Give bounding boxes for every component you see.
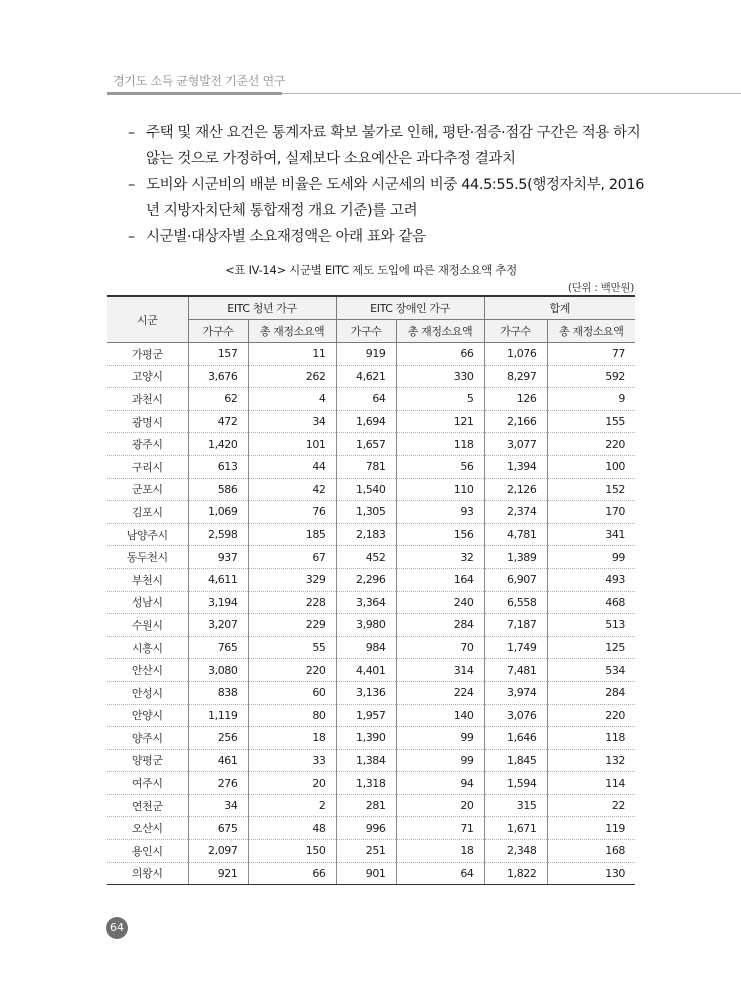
cell-region-name: 양평군 [107,749,188,772]
cell-total-cost: 114 [547,772,635,795]
cell-disabled-cost: 330 [396,365,484,388]
table-row [107,523,635,546]
cell-disabled-cost: 110 [396,478,484,501]
cell-region-name: 광명시 [107,410,188,433]
table-row [107,840,635,863]
cell-total-households: 2,166 [484,410,547,433]
bullet-text: 시군별·대상자별 소요재정액은 아래 표와 같음 [146,229,426,245]
bullet-item [128,224,648,250]
cell-total-households: 1,594 [484,772,547,795]
cell-disabled-households: 2,183 [336,523,396,546]
cell-youth-cost: 60 [248,681,336,704]
cell-region-name: 안산시 [107,659,188,682]
cell-disabled-cost: 99 [396,749,484,772]
cell-disabled-cost: 284 [396,614,484,637]
col-header-total-cost: 총 재정소요액 [396,320,484,343]
cell-region-name: 부천시 [107,568,188,591]
cell-total-cost: 168 [547,840,635,863]
cell-disabled-households: 781 [336,455,396,478]
col-header-total-cost: 총 재정소요액 [547,320,635,343]
cell-youth-households: 1,119 [188,704,248,727]
cell-youth-households: 937 [188,546,248,569]
cell-disabled-cost: 18 [396,840,484,863]
cell-total-households: 4,781 [484,523,547,546]
cell-disabled-households: 1,657 [336,433,396,456]
cell-region-name: 여주시 [107,772,188,795]
bullet-text: 도비와 시군비의 배분 비율은 도세와 시군세의 비중 44.5:55.5(행정자치부, 2016년 지방자치단체 통합재정 개요 기준)를 고려 [146,177,645,219]
cell-total-cost: 118 [547,727,635,750]
cell-total-cost: 220 [547,433,635,456]
cell-youth-cost: 76 [248,501,336,524]
cell-disabled-households: 281 [336,794,396,817]
cell-youth-cost: 4 [248,388,336,411]
bullet-item [128,172,648,224]
cell-region-name: 시흥시 [107,636,188,659]
cell-total-households: 7,481 [484,659,547,682]
cell-youth-households: 675 [188,817,248,840]
cell-disabled-households: 996 [336,817,396,840]
cell-youth-households: 613 [188,455,248,478]
cell-disabled-households: 919 [336,343,396,366]
cell-total-cost: 513 [547,614,635,637]
cell-region-name: 안양시 [107,704,188,727]
cell-youth-households: 586 [188,478,248,501]
cell-youth-households: 472 [188,410,248,433]
cell-youth-cost: 67 [248,546,336,569]
cell-total-households: 6,558 [484,591,547,614]
col-group-youth: EITC 청년 가구 [188,296,336,320]
cell-total-cost: 155 [547,410,635,433]
cell-total-households: 1,822 [484,862,547,885]
cell-disabled-households: 1,318 [336,772,396,795]
cell-youth-households: 34 [188,794,248,817]
col-header-households: 가구수 [336,320,396,343]
cell-disabled-cost: 56 [396,455,484,478]
cell-disabled-cost: 94 [396,772,484,795]
cell-total-households: 3,974 [484,681,547,704]
cell-region-name: 안성시 [107,681,188,704]
cell-total-cost: 22 [547,794,635,817]
cell-disabled-cost: 71 [396,817,484,840]
table-row [107,568,635,591]
cell-disabled-cost: 118 [396,433,484,456]
cell-region-name: 광주시 [107,433,188,456]
cell-total-cost: 341 [547,523,635,546]
table-row [107,455,635,478]
cell-disabled-households: 251 [336,840,396,863]
cell-region-name: 동두천시 [107,546,188,569]
col-group-total: 합계 [484,296,635,320]
cell-youth-cost: 55 [248,636,336,659]
cell-disabled-cost: 99 [396,727,484,750]
cell-disabled-households: 3,136 [336,681,396,704]
cell-disabled-households: 4,401 [336,659,396,682]
data-table [107,295,635,885]
cell-total-cost: 100 [547,455,635,478]
cell-total-cost: 152 [547,478,635,501]
cell-region-name: 가평군 [107,343,188,366]
cell-total-households: 1,076 [484,343,547,366]
cell-disabled-households: 1,384 [336,749,396,772]
cell-youth-households: 4,611 [188,568,248,591]
cell-youth-households: 62 [188,388,248,411]
cell-total-households: 2,374 [484,501,547,524]
cell-youth-households: 3,207 [188,614,248,637]
cell-disabled-cost: 240 [396,591,484,614]
cell-youth-cost: 229 [248,614,336,637]
cell-disabled-cost: 66 [396,343,484,366]
cell-disabled-cost: 156 [396,523,484,546]
cell-youth-cost: 2 [248,794,336,817]
dash-marker: – [128,229,135,245]
cell-disabled-households: 4,621 [336,365,396,388]
cell-youth-cost: 20 [248,772,336,795]
cell-total-households: 7,187 [484,614,547,637]
cell-total-households: 8,297 [484,365,547,388]
cell-region-name: 군포시 [107,478,188,501]
cell-disabled-households: 984 [336,636,396,659]
cell-total-cost: 493 [547,568,635,591]
page-number: 64 [106,917,128,939]
cell-youth-cost: 262 [248,365,336,388]
cell-youth-households: 3,080 [188,659,248,682]
cell-youth-cost: 42 [248,478,336,501]
cell-youth-cost: 44 [248,455,336,478]
cell-region-name: 구리시 [107,455,188,478]
cell-total-households: 3,076 [484,704,547,727]
cell-disabled-cost: 121 [396,410,484,433]
col-header-households: 가구수 [484,320,547,343]
cell-total-cost: 130 [547,862,635,885]
table-row [107,410,635,433]
bullet-text: 주택 및 재산 요건은 통계자료 확보 불가로 인해, 평탄·점증·점감 구간은 적용 하지 않는 것으로 가정하여, 실제보다 소요예산은 과다추정 결과치 [146,125,641,167]
cell-youth-households: 1,420 [188,433,248,456]
col-header-households: 가구수 [188,320,248,343]
cell-youth-cost: 33 [248,749,336,772]
cell-total-cost: 220 [547,704,635,727]
table-row [107,546,635,569]
cell-total-cost: 170 [547,501,635,524]
running-head: 경기도 소득 균형발전 기준선 연구 [113,74,286,88]
header-row-groups [107,296,635,320]
table-row [107,659,635,682]
cell-disabled-cost: 93 [396,501,484,524]
table-row [107,772,635,795]
cell-total-households: 1,646 [484,727,547,750]
cell-total-cost: 119 [547,817,635,840]
cell-youth-households: 2,598 [188,523,248,546]
cell-region-name: 과천시 [107,388,188,411]
table-row [107,794,635,817]
table-row [107,433,635,456]
cell-region-name: 수원시 [107,614,188,637]
cell-disabled-cost: 314 [396,659,484,682]
cell-disabled-cost: 140 [396,704,484,727]
cell-disabled-households: 3,980 [336,614,396,637]
table-row [107,862,635,885]
cell-region-name: 용인시 [107,840,188,863]
dash-marker: – [128,177,135,193]
cell-region-name: 의왕시 [107,862,188,885]
table-row [107,636,635,659]
cell-youth-cost: 150 [248,840,336,863]
cell-region-name: 고양시 [107,365,188,388]
cell-youth-households: 256 [188,727,248,750]
cell-disabled-cost: 32 [396,546,484,569]
table-row [107,501,635,524]
cell-disabled-cost: 164 [396,568,484,591]
cell-total-cost: 77 [547,343,635,366]
cell-disabled-cost: 70 [396,636,484,659]
table-body [107,343,635,885]
bullet-item [128,120,648,172]
cell-total-households: 2,348 [484,840,547,863]
cell-youth-households: 838 [188,681,248,704]
cell-disabled-households: 1,390 [336,727,396,750]
cell-youth-cost: 220 [248,659,336,682]
cell-total-households: 1,389 [484,546,547,569]
cell-youth-households: 2,097 [188,840,248,863]
cell-youth-households: 3,194 [188,591,248,614]
cell-youth-households: 765 [188,636,248,659]
cell-total-households: 3,077 [484,433,547,456]
cell-total-households: 2,126 [484,478,547,501]
cell-disabled-households: 452 [336,546,396,569]
table-caption: <표 IV-14> 시군별 EITC 제도 도입에 따른 재정소요액 추정 [225,263,517,277]
col-group-disabled: EITC 장애인 가구 [336,296,484,320]
cell-disabled-households: 64 [336,388,396,411]
table-row [107,614,635,637]
cell-youth-households: 921 [188,862,248,885]
bullet-list [128,120,648,250]
cell-total-households: 315 [484,794,547,817]
cell-disabled-cost: 20 [396,794,484,817]
table-row [107,817,635,840]
table-unit: (단위 : 백만원) [567,282,634,294]
cell-total-cost: 132 [547,749,635,772]
table-row [107,343,635,366]
cell-youth-households: 3,676 [188,365,248,388]
cell-youth-households: 1,069 [188,501,248,524]
cell-region-name: 남양주시 [107,523,188,546]
cell-youth-cost: 48 [248,817,336,840]
cell-disabled-households: 3,364 [336,591,396,614]
cell-youth-households: 157 [188,343,248,366]
cell-disabled-cost: 64 [396,862,484,885]
table-row [107,681,635,704]
table-row [107,727,635,750]
cell-youth-cost: 185 [248,523,336,546]
cell-total-cost: 534 [547,659,635,682]
cell-total-households: 6,907 [484,568,547,591]
table-row [107,388,635,411]
cell-youth-cost: 329 [248,568,336,591]
cell-disabled-cost: 224 [396,681,484,704]
cell-region-name: 연천군 [107,794,188,817]
cell-disabled-households: 1,540 [336,478,396,501]
cell-youth-cost: 34 [248,410,336,433]
cell-total-cost: 125 [547,636,635,659]
cell-youth-cost: 11 [248,343,336,366]
table-row [107,749,635,772]
cell-youth-cost: 66 [248,862,336,885]
cell-total-cost: 9 [547,388,635,411]
dash-marker: – [128,125,135,141]
cell-total-households: 1,671 [484,817,547,840]
cell-total-households: 126 [484,388,547,411]
cell-disabled-households: 1,957 [336,704,396,727]
col-header-region: 시군 [107,296,188,343]
cell-disabled-households: 1,694 [336,410,396,433]
cell-total-cost: 592 [547,365,635,388]
cell-youth-cost: 18 [248,727,336,750]
table-row [107,365,635,388]
cell-total-cost: 468 [547,591,635,614]
cell-youth-cost: 228 [248,591,336,614]
table-row [107,704,635,727]
cell-region-name: 김포시 [107,501,188,524]
cell-disabled-households: 901 [336,862,396,885]
cell-youth-cost: 101 [248,433,336,456]
cell-region-name: 오산시 [107,817,188,840]
cell-youth-households: 461 [188,749,248,772]
col-header-total-cost: 총 재정소요액 [248,320,336,343]
cell-youth-households: 276 [188,772,248,795]
cell-total-households: 1,749 [484,636,547,659]
cell-total-cost: 284 [547,681,635,704]
cell-disabled-households: 2,296 [336,568,396,591]
table-row [107,478,635,501]
cell-region-name: 양주시 [107,727,188,750]
cell-total-households: 1,845 [484,749,547,772]
cell-total-cost: 99 [547,546,635,569]
cell-disabled-cost: 5 [396,388,484,411]
cell-total-households: 1,394 [484,455,547,478]
cell-youth-cost: 80 [248,704,336,727]
cell-region-name: 성남시 [107,591,188,614]
table-row [107,591,635,614]
cell-disabled-households: 1,305 [336,501,396,524]
header-rule-accent [107,92,282,95]
